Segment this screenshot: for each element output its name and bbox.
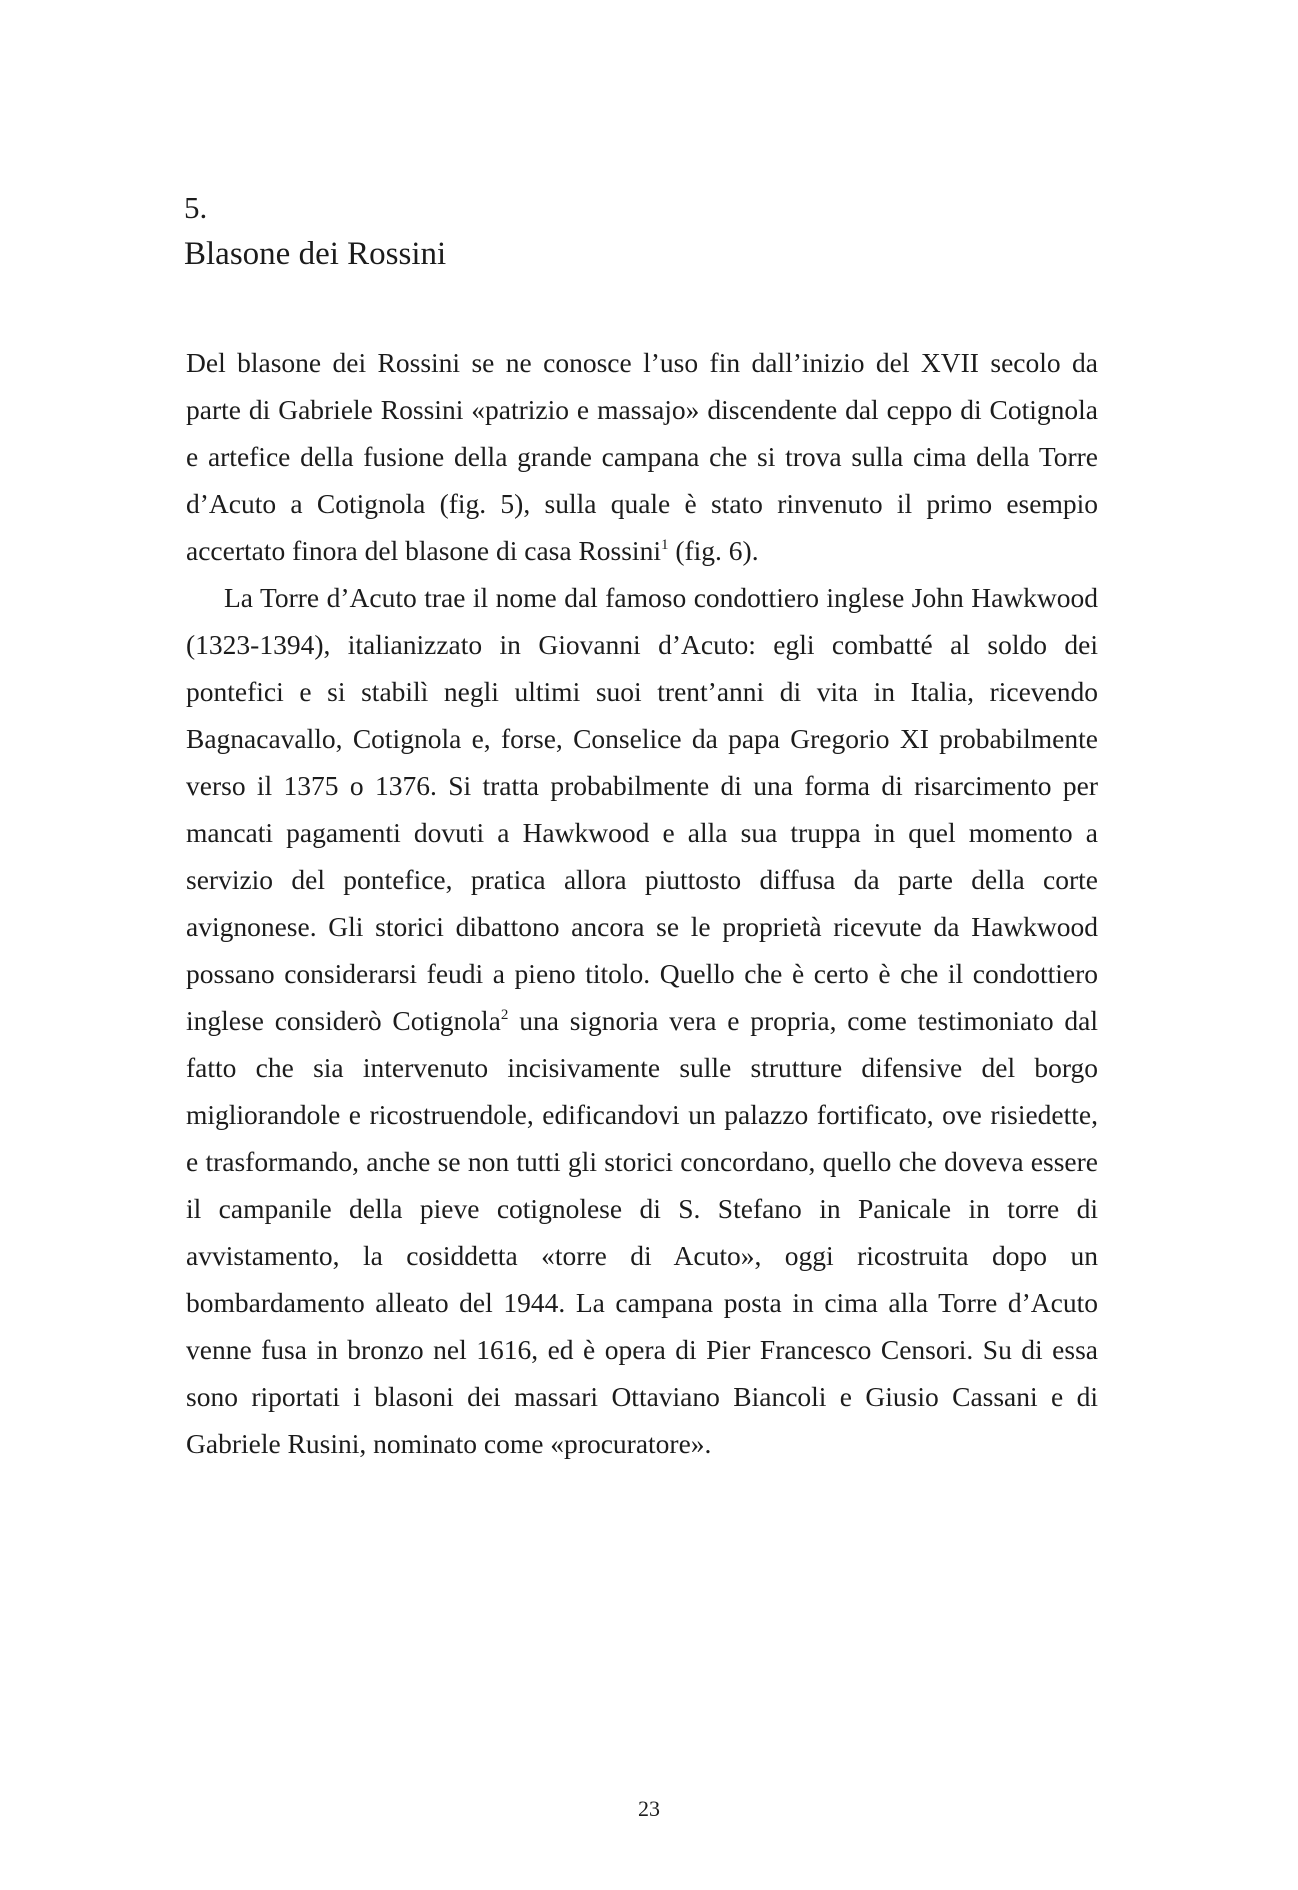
chapter-number: 5. xyxy=(184,190,208,225)
paragraph-2-text-end: una signoria vera e propria, come testimoniato dal fatto che sia intervenuto incisivamente sulle strutture difensive del borgo migliorandole e ricostruendole, edificandovi un palazzo fortificato, ove risiedette, e trasformando, anche se non tutti gli storici concordano, quello che doveva essere il campanile della pieve cotignolese di S. Stefano in Panicale in torre di avvistamento, la cosiddetta «torre di Acuto», oggi ricostruita dopo un bombardamento alleato del 1944. La campana posta in cima alla Torre d’Acuto venne fusa in bronzo nel 1616, ed è opera di Pier Francesco Censori. Su di essa sono riportati i blasoni dei massari Ottaviano Biancoli e Giusio Cassani e di Gabriele Rusini, nominato come «procuratore». xyxy=(186,1005,1099,1459)
paragraph-1-text: Del blasone dei Rossini se ne conosce l’uso fin dall’inizio del XVII secolo da parte di Gabriele Rossini «patrizio e massajo» discendente dal ceppo di Cotignola e artefice della fusione della grande campana che si trova sulla cima della Torre d’Acuto a Cotignola (fig. 5), sulla quale è stato rinvenuto il primo esempio accertato finora del blasone di casa Rossini xyxy=(186,347,1098,566)
page-number: 23 xyxy=(638,1796,660,1821)
footnote-ref-1: 1 xyxy=(660,537,669,553)
paragraph-2 xyxy=(186,574,1098,1467)
footnote-ref-2: 2 xyxy=(500,1007,509,1023)
paragraph-1 xyxy=(186,339,1098,574)
body-text xyxy=(186,339,1098,1467)
chapter-title: Blasone dei Rossini xyxy=(184,236,447,272)
paragraph-1-text-end: (fig. 6). xyxy=(668,535,759,566)
paragraph-2-text: La Torre d’Acuto trae il nome dal famoso condottiero inglese John Hawkwood (1323-1394), italianizzato in Giovanni d’Acuto: egli combatté al soldo dei pontefici e si stabilì negli ultimi suoi trent’anni di vita in Italia, ricevendo Bagnacavallo, Cotignola e, forse, Conselice da papa Gregorio XI probabilmente verso il 1375 o 1376. Si tratta probabilmente di una forma di risarcimento per mancati pagamenti dovuti a Hawkwood e alla sua truppa in quel momento a servizio del pontefice, pratica allora piuttosto diffusa da parte della corte avignonese. Gli storici dibattono ancora se le proprietà ricevute da Hawkwood possano considerarsi feudi a pieno titolo. Quello che è certo è che il condottiero inglese considerò Cotignola xyxy=(186,582,1098,1036)
